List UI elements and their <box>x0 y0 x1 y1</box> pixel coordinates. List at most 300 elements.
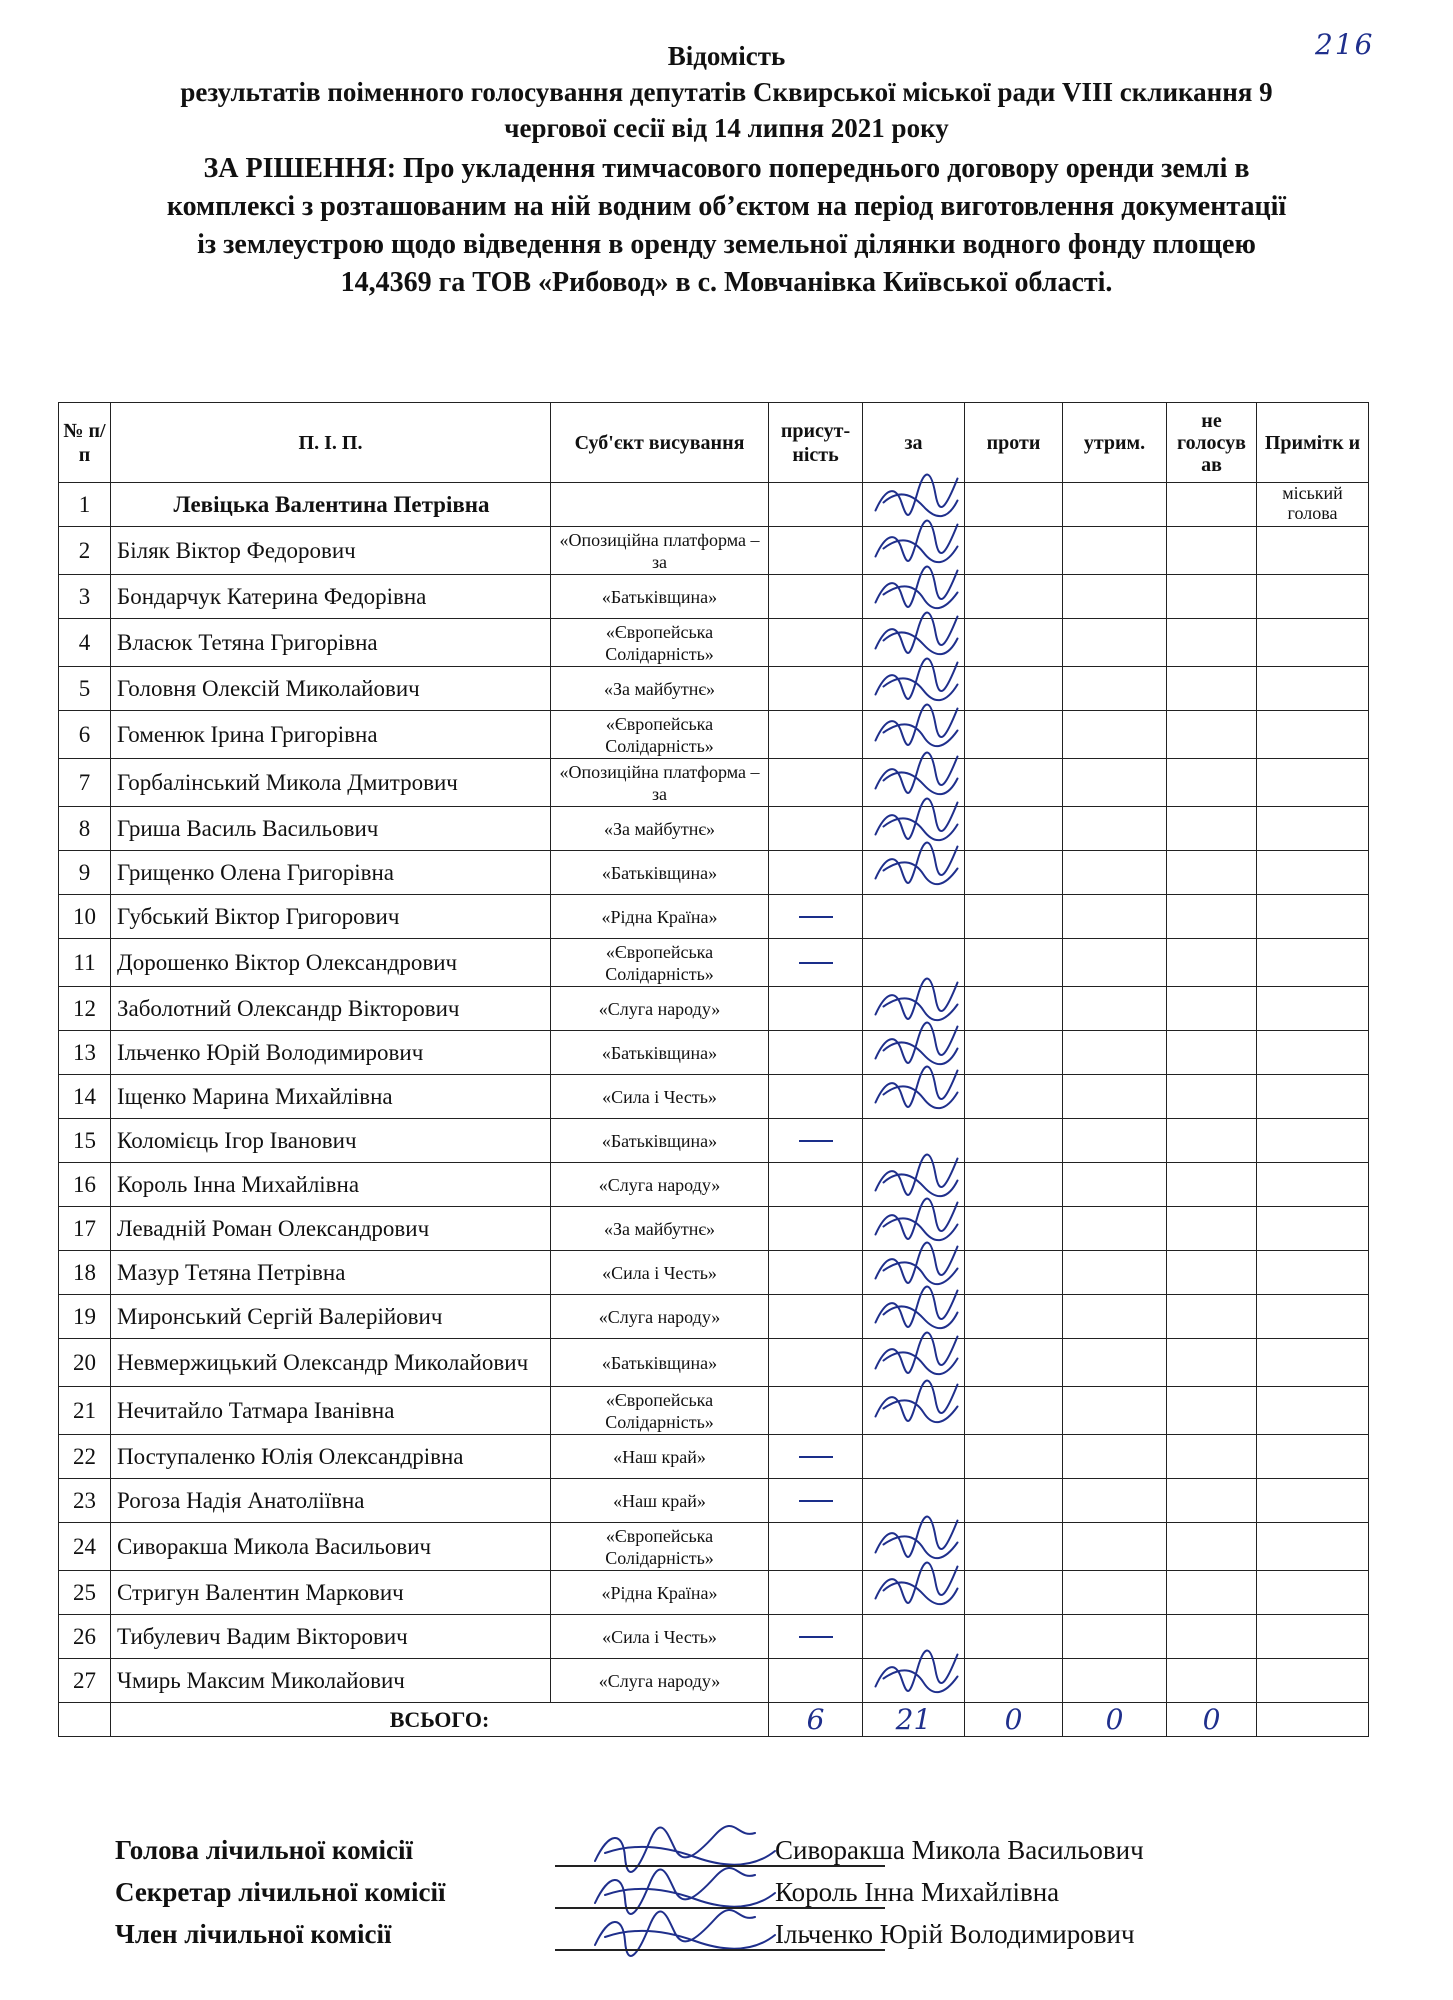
vote-abstain-cell <box>1063 1075 1167 1119</box>
header-abstain: утрим. <box>1063 403 1167 483</box>
note-cell: міський голова <box>1257 483 1369 527</box>
not-voted-cell <box>1167 1207 1257 1251</box>
nominating-party: «Слуга народу» <box>551 1163 769 1207</box>
vote-against-cell <box>965 1251 1063 1295</box>
vote-abstain-cell <box>1063 1163 1167 1207</box>
vote-abstain-cell <box>1063 1387 1167 1435</box>
vote-against-cell <box>965 1163 1063 1207</box>
present-cell <box>769 895 863 939</box>
note-cell <box>1257 575 1369 619</box>
vote-abstain-cell <box>1063 1251 1167 1295</box>
not-voted-cell <box>1167 1075 1257 1119</box>
vote-against-cell <box>965 619 1063 667</box>
vote-abstain-cell <box>1063 987 1167 1031</box>
table-header-row <box>59 403 1369 483</box>
table-row <box>59 1479 1369 1523</box>
present-cell <box>769 1435 863 1479</box>
row-number: 3 <box>59 575 111 619</box>
row-number: 27 <box>59 1659 111 1703</box>
nominating-party: «Європейська Солідарність» <box>551 1387 769 1435</box>
vote-against-cell <box>965 1387 1063 1435</box>
vote-for-cell <box>863 527 965 575</box>
total-row <box>59 1703 1369 1737</box>
table-row <box>59 1163 1369 1207</box>
present-cell <box>769 851 863 895</box>
vote-abstain-cell <box>1063 895 1167 939</box>
present-cell <box>769 527 863 575</box>
decision-line2: комплексі з розташованим на ній водним об’єктом на період виготовлення документації <box>166 191 1287 222</box>
vote-abstain-cell <box>1063 807 1167 851</box>
note-cell <box>1257 619 1369 667</box>
vote-against-cell <box>965 527 1063 575</box>
nominating-party: «Опозиційна платформа – за <box>551 527 769 575</box>
vote-abstain-cell <box>1063 759 1167 807</box>
vote-for-cell <box>863 987 965 1031</box>
deputy-name: Нечитайло Татмара Іванівна <box>111 1387 551 1435</box>
absent-dash-mark <box>799 916 833 918</box>
chair-name: Сиворакша Микола Васильович <box>775 1835 1144 1865</box>
vote-abstain-cell <box>1063 1119 1167 1163</box>
not-voted-cell <box>1167 1571 1257 1615</box>
present-cell <box>769 1387 863 1435</box>
vote-abstain-cell <box>1063 667 1167 711</box>
present-cell <box>769 619 863 667</box>
table-row <box>59 527 1369 575</box>
vote-for-cell <box>863 619 965 667</box>
not-voted-cell <box>1167 1251 1257 1295</box>
not-voted-cell <box>1167 1339 1257 1387</box>
footer-chair-row <box>115 1835 1365 1877</box>
footer-member-row <box>115 1919 1365 1961</box>
vote-against-cell <box>965 851 1063 895</box>
note-cell <box>1257 667 1369 711</box>
note-cell <box>1257 711 1369 759</box>
nominating-party: «Батьківщина» <box>551 575 769 619</box>
vote-against-cell <box>965 1615 1063 1659</box>
nominating-party: «Рідна Країна» <box>551 895 769 939</box>
table-row <box>59 1435 1369 1479</box>
deputy-name: Король Інна Михайлівна <box>111 1163 551 1207</box>
header-num: № п/п <box>59 403 111 483</box>
note-cell <box>1257 1295 1369 1339</box>
not-voted-cell <box>1167 1119 1257 1163</box>
vote-for-cell <box>863 1163 965 1207</box>
table-row <box>59 1207 1369 1251</box>
table-row <box>59 1615 1369 1659</box>
chair-role: Голова лічильної комісії <box>115 1835 413 1865</box>
nominating-party: «Слуга народу» <box>551 987 769 1031</box>
note-cell <box>1257 1163 1369 1207</box>
present-cell <box>769 1659 863 1703</box>
vote-against-cell <box>965 939 1063 987</box>
table-row <box>59 807 1369 851</box>
vote-against-cell <box>965 807 1063 851</box>
vote-abstain-cell <box>1063 1479 1167 1523</box>
vote-for-cell <box>863 807 965 851</box>
nominating-party: «Слуга народу» <box>551 1659 769 1703</box>
table-row <box>59 1659 1369 1703</box>
row-number: 5 <box>59 667 111 711</box>
vote-against-cell <box>965 1207 1063 1251</box>
present-cell <box>769 1571 863 1615</box>
note-cell <box>1257 987 1369 1031</box>
not-voted-cell <box>1167 1387 1257 1435</box>
vote-abstain-cell <box>1063 1659 1167 1703</box>
vote-for-cell <box>863 939 965 987</box>
nominating-party: «Батьківщина» <box>551 851 769 895</box>
not-voted-cell <box>1167 1479 1257 1523</box>
table-row <box>59 667 1369 711</box>
decision-text <box>40 150 1413 302</box>
decision-line4: 14,4369 га ТОВ «Рибовод» в с. Мовчанівка Київської області. <box>340 267 1113 298</box>
row-number: 4 <box>59 619 111 667</box>
member-name: Ільченко Юрій Володимирович <box>775 1919 1135 1949</box>
table-row <box>59 1571 1369 1615</box>
present-cell <box>769 759 863 807</box>
vote-abstain-cell <box>1063 1207 1167 1251</box>
table-row <box>59 483 1369 527</box>
note-cell <box>1257 1075 1369 1119</box>
not-voted-cell <box>1167 1523 1257 1571</box>
vote-abstain-cell <box>1063 1523 1167 1571</box>
vote-abstain-cell <box>1063 619 1167 667</box>
not-voted-cell <box>1167 527 1257 575</box>
present-cell <box>769 1615 863 1659</box>
vote-for-cell <box>863 1031 965 1075</box>
document-header <box>40 38 1413 302</box>
page-number: 216 <box>1315 28 1375 61</box>
row-number: 24 <box>59 1523 111 1571</box>
vote-abstain-cell <box>1063 1435 1167 1479</box>
row-number: 1 <box>59 483 111 527</box>
vote-rows <box>59 483 1369 1703</box>
note-cell <box>1257 1031 1369 1075</box>
deputy-name: Невмержицький Олександр Миколайович <box>111 1339 551 1387</box>
table-row <box>59 1295 1369 1339</box>
present-cell <box>769 1251 863 1295</box>
not-voted-cell <box>1167 987 1257 1031</box>
present-cell <box>769 1163 863 1207</box>
header-not-voted: не голосув ав <box>1167 403 1257 483</box>
not-voted-cell <box>1167 939 1257 987</box>
deputy-name: Власюк Тетяна Григорівна <box>111 619 551 667</box>
deputy-name: Сиворакша Микола Васильович <box>111 1523 551 1571</box>
row-number: 11 <box>59 939 111 987</box>
present-cell <box>769 987 863 1031</box>
vote-against-cell <box>965 1075 1063 1119</box>
deputy-name: Гоменюк Ірина Григорівна <box>111 711 551 759</box>
row-number: 14 <box>59 1075 111 1119</box>
table-row <box>59 1119 1369 1163</box>
not-voted-cell <box>1167 711 1257 759</box>
present-cell <box>769 939 863 987</box>
present-cell <box>769 1479 863 1523</box>
not-voted-cell <box>1167 895 1257 939</box>
not-voted-cell <box>1167 1295 1257 1339</box>
row-number: 23 <box>59 1479 111 1523</box>
deputy-name: Біляк Віктор Федорович <box>111 527 551 575</box>
note-cell <box>1257 1119 1369 1163</box>
not-voted-cell <box>1167 807 1257 851</box>
deputy-name: Миронський Сергій Валерійович <box>111 1295 551 1339</box>
vote-abstain-cell <box>1063 1571 1167 1615</box>
present-cell <box>769 807 863 851</box>
present-cell <box>769 1523 863 1571</box>
deputy-name: Мазур Тетяна Петрівна <box>111 1251 551 1295</box>
table-row <box>59 851 1369 895</box>
vote-abstain-cell <box>1063 1295 1167 1339</box>
deputy-name: Ільченко Юрій Володимирович <box>111 1031 551 1075</box>
not-voted-cell <box>1167 667 1257 711</box>
nominating-party: «За майбутнє» <box>551 807 769 851</box>
total-present: 6 <box>769 1703 863 1737</box>
deputy-name: Губський Віктор Григорович <box>111 895 551 939</box>
vote-abstain-cell <box>1063 1031 1167 1075</box>
vote-against-cell <box>965 711 1063 759</box>
absent-dash-mark <box>799 1500 833 1502</box>
vote-against-cell <box>965 1119 1063 1163</box>
table-row <box>59 1387 1369 1435</box>
nominating-party: «Європейська Солідарність» <box>551 711 769 759</box>
vote-for-cell <box>863 711 965 759</box>
header-name: П. І. П. <box>111 403 551 483</box>
present-cell <box>769 483 863 527</box>
vote-for-cell <box>863 1339 965 1387</box>
present-cell <box>769 1207 863 1251</box>
table-row <box>59 987 1369 1031</box>
nominating-party: «Сила і Честь» <box>551 1251 769 1295</box>
table-row <box>59 1523 1369 1571</box>
vote-abstain-cell <box>1063 851 1167 895</box>
not-voted-cell <box>1167 1163 1257 1207</box>
note-cell <box>1257 1435 1369 1479</box>
decision-line3: із землеустрою щодо відведення в оренду земельної ділянки водного фонду площею <box>197 229 1256 260</box>
nominating-party: «Опозиційна платформа – за <box>551 759 769 807</box>
present-cell <box>769 667 863 711</box>
total-label: ВСЬОГО: <box>111 1703 769 1737</box>
vote-abstain-cell <box>1063 1615 1167 1659</box>
vote-abstain-cell <box>1063 483 1167 527</box>
deputy-name: Дорошенко Віктор Олександрович <box>111 939 551 987</box>
row-number: 17 <box>59 1207 111 1251</box>
row-number: 16 <box>59 1163 111 1207</box>
row-number: 22 <box>59 1435 111 1479</box>
absent-dash-mark <box>799 1140 833 1142</box>
note-cell <box>1257 1251 1369 1295</box>
not-voted-cell <box>1167 1615 1257 1659</box>
total-for: 21 <box>863 1703 965 1737</box>
vote-for-cell <box>863 1207 965 1251</box>
vote-for-cell <box>863 1479 965 1523</box>
vote-for-cell <box>863 575 965 619</box>
vote-for-cell <box>863 1295 965 1339</box>
vote-against-cell <box>965 1571 1063 1615</box>
deputy-name: Поступаленко Юлія Олександрівна <box>111 1435 551 1479</box>
header-party: Суб'єкт висування <box>551 403 769 483</box>
header-against: проти <box>965 403 1063 483</box>
row-number: 10 <box>59 895 111 939</box>
nominating-party: «Батьківщина» <box>551 1031 769 1075</box>
header-note: Примітк и <box>1257 403 1369 483</box>
vote-for-cell <box>863 483 965 527</box>
deputy-name: Коломієць Ігор Іванович <box>111 1119 551 1163</box>
table-row <box>59 1031 1369 1075</box>
deputy-name: Горбалінський Микола Дмитрович <box>111 759 551 807</box>
total-note-cell <box>1257 1703 1369 1737</box>
vote-for-cell <box>863 1075 965 1119</box>
nominating-party: «Слуга народу» <box>551 1295 769 1339</box>
decision-line1: ЗА РІШЕННЯ: Про укладення тимчасового попереднього договору оренди землі в <box>203 153 1250 184</box>
note-cell <box>1257 895 1369 939</box>
vote-abstain-cell <box>1063 939 1167 987</box>
row-number: 9 <box>59 851 111 895</box>
row-number: 8 <box>59 807 111 851</box>
present-cell <box>769 1075 863 1119</box>
row-number: 25 <box>59 1571 111 1615</box>
vote-against-cell <box>965 987 1063 1031</box>
note-cell <box>1257 807 1369 851</box>
vote-against-cell <box>965 1031 1063 1075</box>
deputy-name: Чмирь Максим Миколайович <box>111 1659 551 1703</box>
vote-against-cell <box>965 483 1063 527</box>
total-abstain: 0 <box>1063 1703 1167 1737</box>
note-cell <box>1257 527 1369 575</box>
deputy-name: Головня Олексій Миколайович <box>111 667 551 711</box>
member-role: Член лічильної комісії <box>115 1919 392 1949</box>
not-voted-cell <box>1167 1435 1257 1479</box>
vote-for-cell <box>863 759 965 807</box>
not-voted-cell <box>1167 1659 1257 1703</box>
vote-for-cell <box>863 1615 965 1659</box>
note-cell <box>1257 1207 1369 1251</box>
deputy-name: Грищенко Олена Григорівна <box>111 851 551 895</box>
deputy-name: Левіцька Валентина Петрівна <box>111 483 551 527</box>
note-cell <box>1257 851 1369 895</box>
total-against: 0 <box>965 1703 1063 1737</box>
note-cell <box>1257 1659 1369 1703</box>
vote-abstain-cell <box>1063 527 1167 575</box>
vote-for-cell <box>863 1387 965 1435</box>
note-cell <box>1257 1479 1369 1523</box>
row-number: 15 <box>59 1119 111 1163</box>
vote-against-cell <box>965 895 1063 939</box>
vote-for-cell <box>863 667 965 711</box>
vote-against-cell <box>965 1435 1063 1479</box>
nominating-party <box>551 483 769 527</box>
secretary-name: Король Інна Михайлівна <box>775 1877 1060 1907</box>
table-row <box>59 939 1369 987</box>
table-row <box>59 1075 1369 1119</box>
total-empty-cell <box>59 1703 111 1737</box>
vote-against-cell <box>965 1295 1063 1339</box>
nominating-party: «Батьківщина» <box>551 1339 769 1387</box>
vote-for-cell <box>863 1523 965 1571</box>
nominating-party: «Європейська Солідарність» <box>551 939 769 987</box>
deputy-name: Стригун Валентин Маркович <box>111 1571 551 1615</box>
note-cell <box>1257 1615 1369 1659</box>
document-subtitle-line1: результатів поіменного голосування депутатів Сквирської міської ради VIII скликання 9 <box>180 77 1273 107</box>
table-row <box>59 895 1369 939</box>
vote-against-cell <box>965 759 1063 807</box>
absent-dash-mark <box>799 962 833 964</box>
document-subtitle-line2: чергової сесії від 14 липня 2021 року <box>504 113 949 143</box>
secretary-role: Секретар лічильної комісії <box>115 1877 446 1907</box>
table-row <box>59 575 1369 619</box>
present-cell <box>769 1295 863 1339</box>
nominating-party: «Наш край» <box>551 1479 769 1523</box>
vote-for-cell <box>863 1659 965 1703</box>
not-voted-cell <box>1167 483 1257 527</box>
row-number: 18 <box>59 1251 111 1295</box>
vote-against-cell <box>965 1523 1063 1571</box>
vote-for-cell <box>863 1571 965 1615</box>
absent-dash-mark <box>799 1636 833 1638</box>
not-voted-cell <box>1167 851 1257 895</box>
table-row <box>59 1339 1369 1387</box>
row-number: 19 <box>59 1295 111 1339</box>
vote-abstain-cell <box>1063 711 1167 759</box>
deputy-name: Іщенко Марина Михайлівна <box>111 1075 551 1119</box>
document-title: Відомість <box>667 41 786 71</box>
vote-for-cell <box>863 1119 965 1163</box>
commission-footer <box>115 1835 1365 1961</box>
deputy-name: Заболотний Олександр Вікторович <box>111 987 551 1031</box>
vote-against-cell <box>965 1479 1063 1523</box>
not-voted-cell <box>1167 619 1257 667</box>
vote-for-cell <box>863 1251 965 1295</box>
table-row <box>59 759 1369 807</box>
vote-against-cell <box>965 667 1063 711</box>
row-number: 13 <box>59 1031 111 1075</box>
nominating-party: «Європейська Солідарність» <box>551 619 769 667</box>
table-row <box>59 711 1369 759</box>
vote-against-cell <box>965 575 1063 619</box>
present-cell <box>769 1031 863 1075</box>
present-cell <box>769 1339 863 1387</box>
vote-table <box>58 402 1369 1737</box>
note-cell <box>1257 939 1369 987</box>
nominating-party: «За майбутнє» <box>551 1207 769 1251</box>
note-cell <box>1257 1523 1369 1571</box>
deputy-name: Рогоза Надія Анатоліївна <box>111 1479 551 1523</box>
present-cell <box>769 1119 863 1163</box>
footer-secretary-row <box>115 1877 1365 1919</box>
note-cell <box>1257 1387 1369 1435</box>
note-cell <box>1257 1571 1369 1615</box>
not-voted-cell <box>1167 575 1257 619</box>
vote-for-cell <box>863 851 965 895</box>
vote-abstain-cell <box>1063 575 1167 619</box>
vote-against-cell <box>965 1339 1063 1387</box>
table-row <box>59 1251 1369 1295</box>
nominating-party: «Сила і Честь» <box>551 1075 769 1119</box>
row-number: 2 <box>59 527 111 575</box>
total-not-voted: 0 <box>1167 1703 1257 1737</box>
nominating-party: «Європейська Солідарність» <box>551 1523 769 1571</box>
nominating-party: «Рідна Країна» <box>551 1571 769 1615</box>
nominating-party: «Батьківщина» <box>551 1119 769 1163</box>
vote-against-cell <box>965 1659 1063 1703</box>
row-number: 6 <box>59 711 111 759</box>
vote-for-cell <box>863 1435 965 1479</box>
vote-abstain-cell <box>1063 1339 1167 1387</box>
row-number: 20 <box>59 1339 111 1387</box>
nominating-party: «Сила і Честь» <box>551 1615 769 1659</box>
note-cell <box>1257 759 1369 807</box>
vote-for-cell <box>863 895 965 939</box>
row-number: 26 <box>59 1615 111 1659</box>
absent-dash-mark <box>799 1456 833 1458</box>
